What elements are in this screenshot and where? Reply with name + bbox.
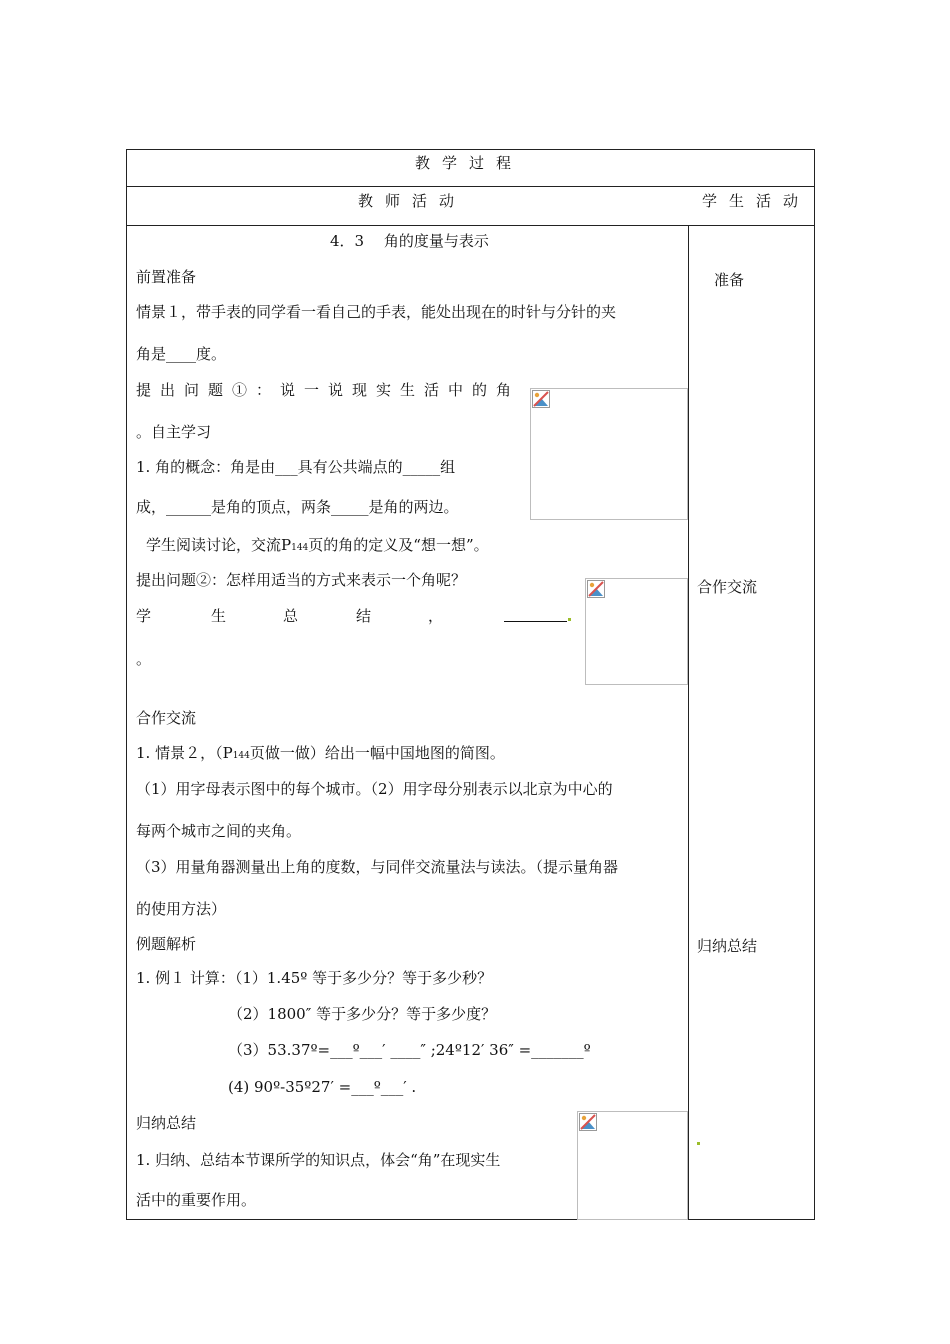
example-1: 1. 例１ 计算：（1）1.45º 等于多少分？等于多少秒？	[136, 969, 493, 987]
scene2-text-end: 页做一做）给出一幅中国地图的简图。	[249, 744, 505, 762]
page-number: 144	[291, 543, 309, 553]
recap-line1: 1. 归纳、总结本节课所学的知识点，体会“角”在现实生	[136, 1151, 501, 1169]
recap-line2: 活中的重要作用。	[136, 1191, 257, 1209]
row-divider	[127, 225, 814, 226]
discussion-text-end: 页的角的定义及“想一想”。	[308, 536, 489, 554]
student-column-header: 学生活动	[702, 192, 811, 210]
summary-comma: ，	[428, 607, 444, 625]
table-title: 教学过程	[415, 154, 524, 172]
summary-char-1: 学	[136, 607, 152, 625]
concept-line2: 成，______是角的顶点，两条_____是角的两边。	[136, 498, 459, 516]
summary-char-4: 结	[356, 607, 372, 625]
column-divider	[688, 225, 689, 1219]
example-label: 例题解析	[136, 935, 197, 953]
summary-char-2: 生	[211, 607, 227, 625]
teacher-column-header: 教师活动	[358, 192, 467, 210]
discussion-line	[146, 535, 489, 558]
task-3: （3）用量角器测量出上角的度数，与同伴交流量法与读法。（提示量角器	[136, 858, 619, 876]
prep-label: 前置准备	[136, 268, 197, 286]
scene2-line	[136, 743, 505, 766]
example-3: （3）53.37º=___º___′ ____″ ;24º12′ 36″ =_______º	[228, 1041, 591, 1059]
scene1-line1: 情景１，带手表的同学看一看自己的手表，能处出现在的时针与分针的夹	[136, 303, 617, 321]
task-1-2: （1）用字母表示图中的每个城市。（2）用字母分别表示以北京为中心的	[136, 780, 613, 798]
task-1-2-cont: 每两个城市之间的夹角。	[136, 822, 302, 840]
self-study-label: 。自主学习	[136, 423, 212, 441]
discussion-text: 学生阅读讨论，交流	[146, 536, 282, 554]
task-3-cont: 的使用方法）	[136, 900, 227, 918]
example-2: （2）1800″ 等于多少分？等于多少度？	[228, 1005, 497, 1023]
question-1: 提出问题①：说一说现实生活中的角	[136, 381, 521, 399]
summary-char-3: 总	[283, 607, 299, 625]
page-ref: P	[281, 536, 292, 554]
coop-label: 合作交流	[136, 709, 197, 727]
marker-dot	[568, 618, 571, 621]
broken-image-icon	[532, 390, 550, 408]
page-number: 144	[232, 751, 250, 761]
summary-blank	[504, 621, 567, 622]
broken-image-icon	[579, 1113, 597, 1131]
scene2-text: 1. 情景２，（P	[136, 744, 233, 762]
summary-period: 。	[136, 650, 152, 668]
row-divider	[127, 186, 814, 187]
example-4: (4) 90º-35º27′ =___º___′ .	[228, 1078, 417, 1096]
marker-dot	[697, 1142, 700, 1145]
image-placeholder	[530, 388, 688, 520]
recap-label: 归纳总结	[136, 1114, 197, 1132]
broken-image-icon	[587, 580, 605, 598]
question-2: 提出问题②：怎样用适当的方式来表示一个角呢？	[136, 571, 467, 589]
image-placeholder	[585, 578, 688, 685]
concept-line1: 1. 角的概念：角是由___具有公共端点的_____组	[136, 458, 456, 476]
student-prepare: 准备	[714, 271, 745, 289]
image-placeholder	[577, 1111, 688, 1220]
lesson-heading: 4．3 角的度量与表示	[330, 232, 489, 250]
scene1-line2: 角是____度。	[136, 345, 227, 363]
student-cooperate: 合作交流	[697, 578, 758, 596]
student-summarize: 归纳总结	[697, 937, 758, 955]
